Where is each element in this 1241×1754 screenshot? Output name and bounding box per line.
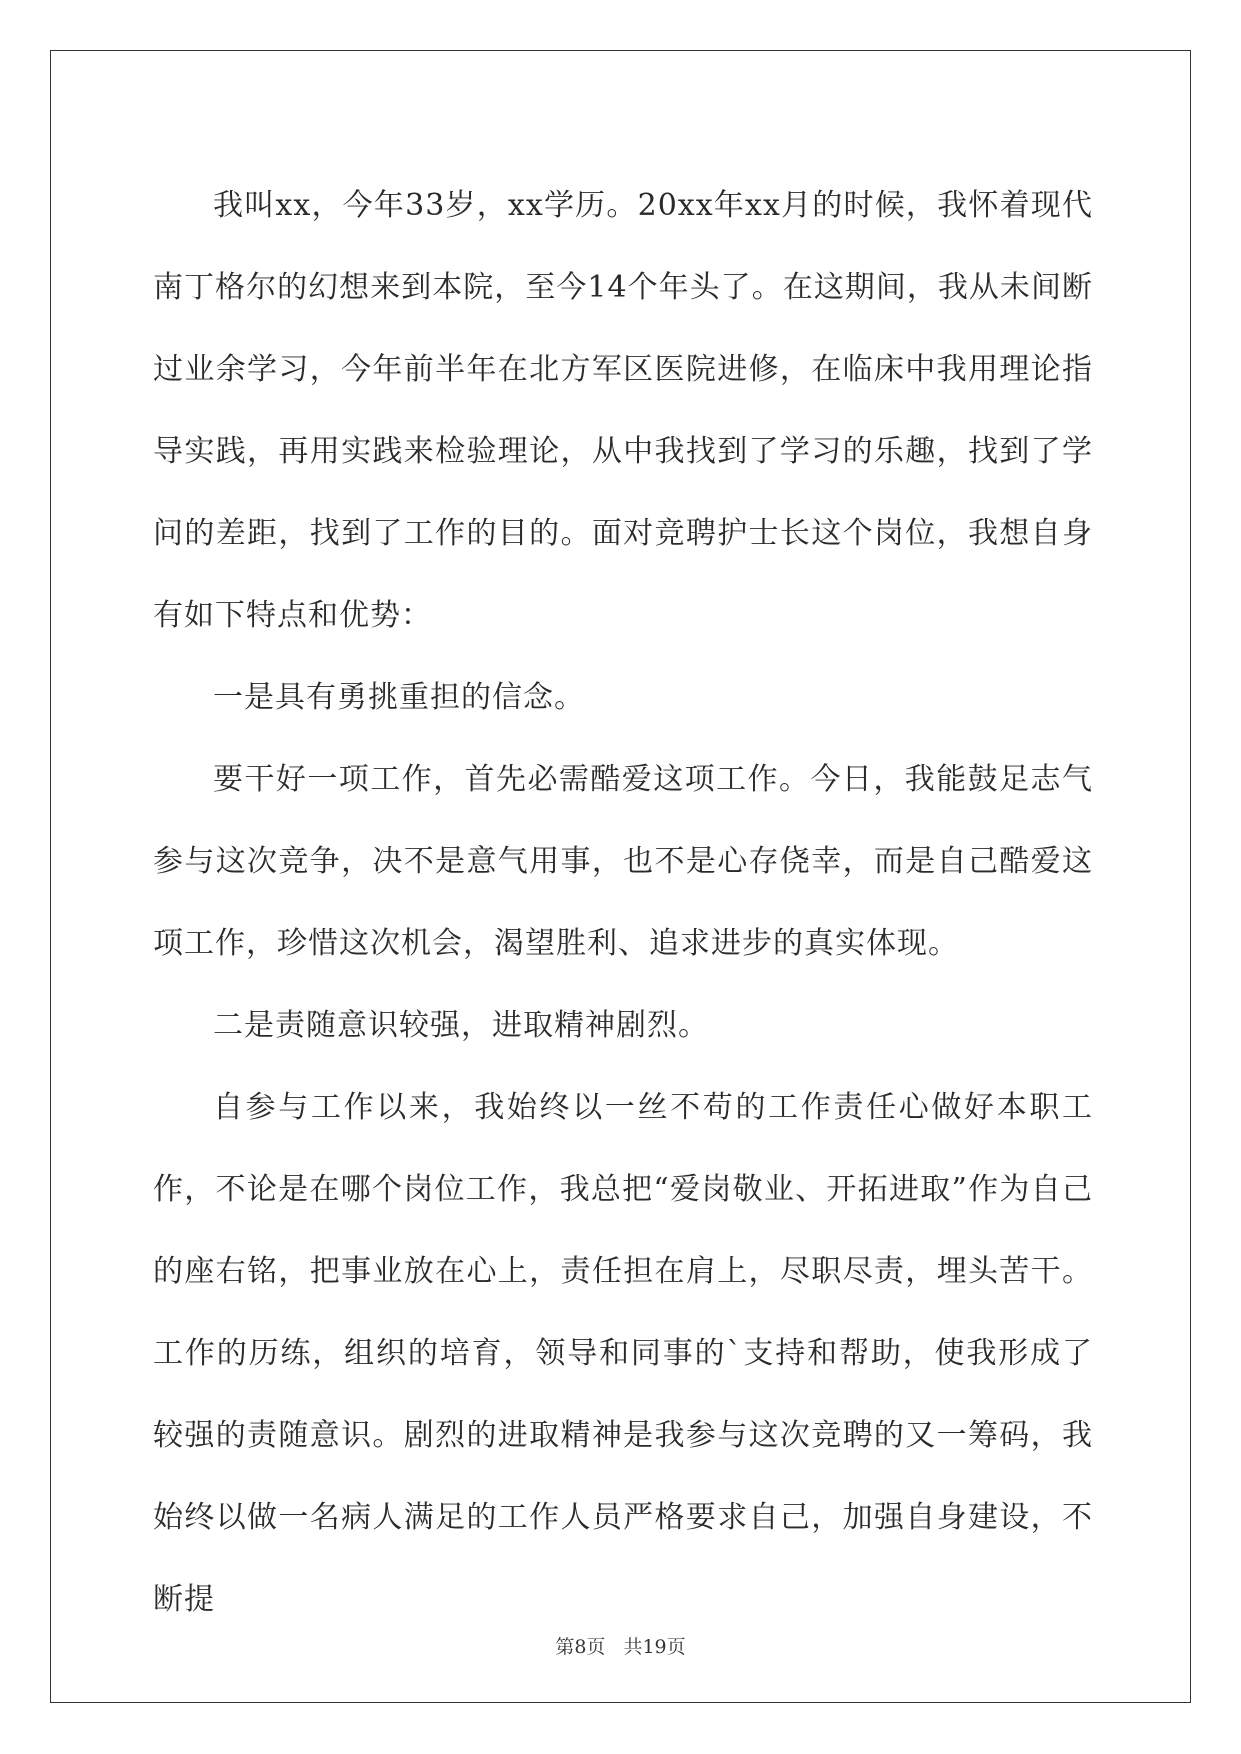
paragraph-point-one-heading: 一是具有勇挑重担的信念。 [213,680,585,715]
paragraph-point-one-body: 要干好一项工作，首先必需酷爱这项工作。今日，我能鼓足志气参与这次竞争，决不是意气用事，也不是心存侥幸，而是自己酷爱这项工作，珍惜这次机会，渴望胜利、追求进步的真实体现。 [153,762,1093,961]
page-number: 第8页 [555,1636,606,1658]
document-body [153,165,1093,1641]
paragraph-intro: 我叫xx，今年33岁，xx学历。20xx年xx月的时候，我怀着现代南丁格尔的幻想来到本院，至今14个年头了。在这期间，我从未间断过业余学习，今年前半年在北方军区医院进修，在临床中我用理论指导实践，再用实践来检验理论，从中我找到了学习的乐趣，找到了学问的差距，找到了工作的目的。面对竞聘护士长这个岗位，我想自身有如下特点和优势： [153,188,1093,633]
page-footer [0,1632,1241,1659]
paragraph-point-two-body: 自参与工作以来，我始终以一丝不苟的工作责任心做好本职工作，不论是在哪个岗位工作，我总把“爱岗敬业、开拓进取”作为自己的座右铭，把事业放在心上，责任担在肩上，尽职尽责，埋头苦干。工作的历练，组织的培育，领导和同事的`支持和帮助，使我形成了较强的责随意识。剧烈的进取精神是我参与这次竞聘的又一筹码，我始终以做一名病人满足的工作人员严格要求自己，加强自身建设，不断提 [153,1090,1093,1617]
paragraph-point-two-heading: 二是责随意识较强，进取精神剧烈。 [213,1008,709,1043]
page-total: 共19页 [623,1636,686,1658]
